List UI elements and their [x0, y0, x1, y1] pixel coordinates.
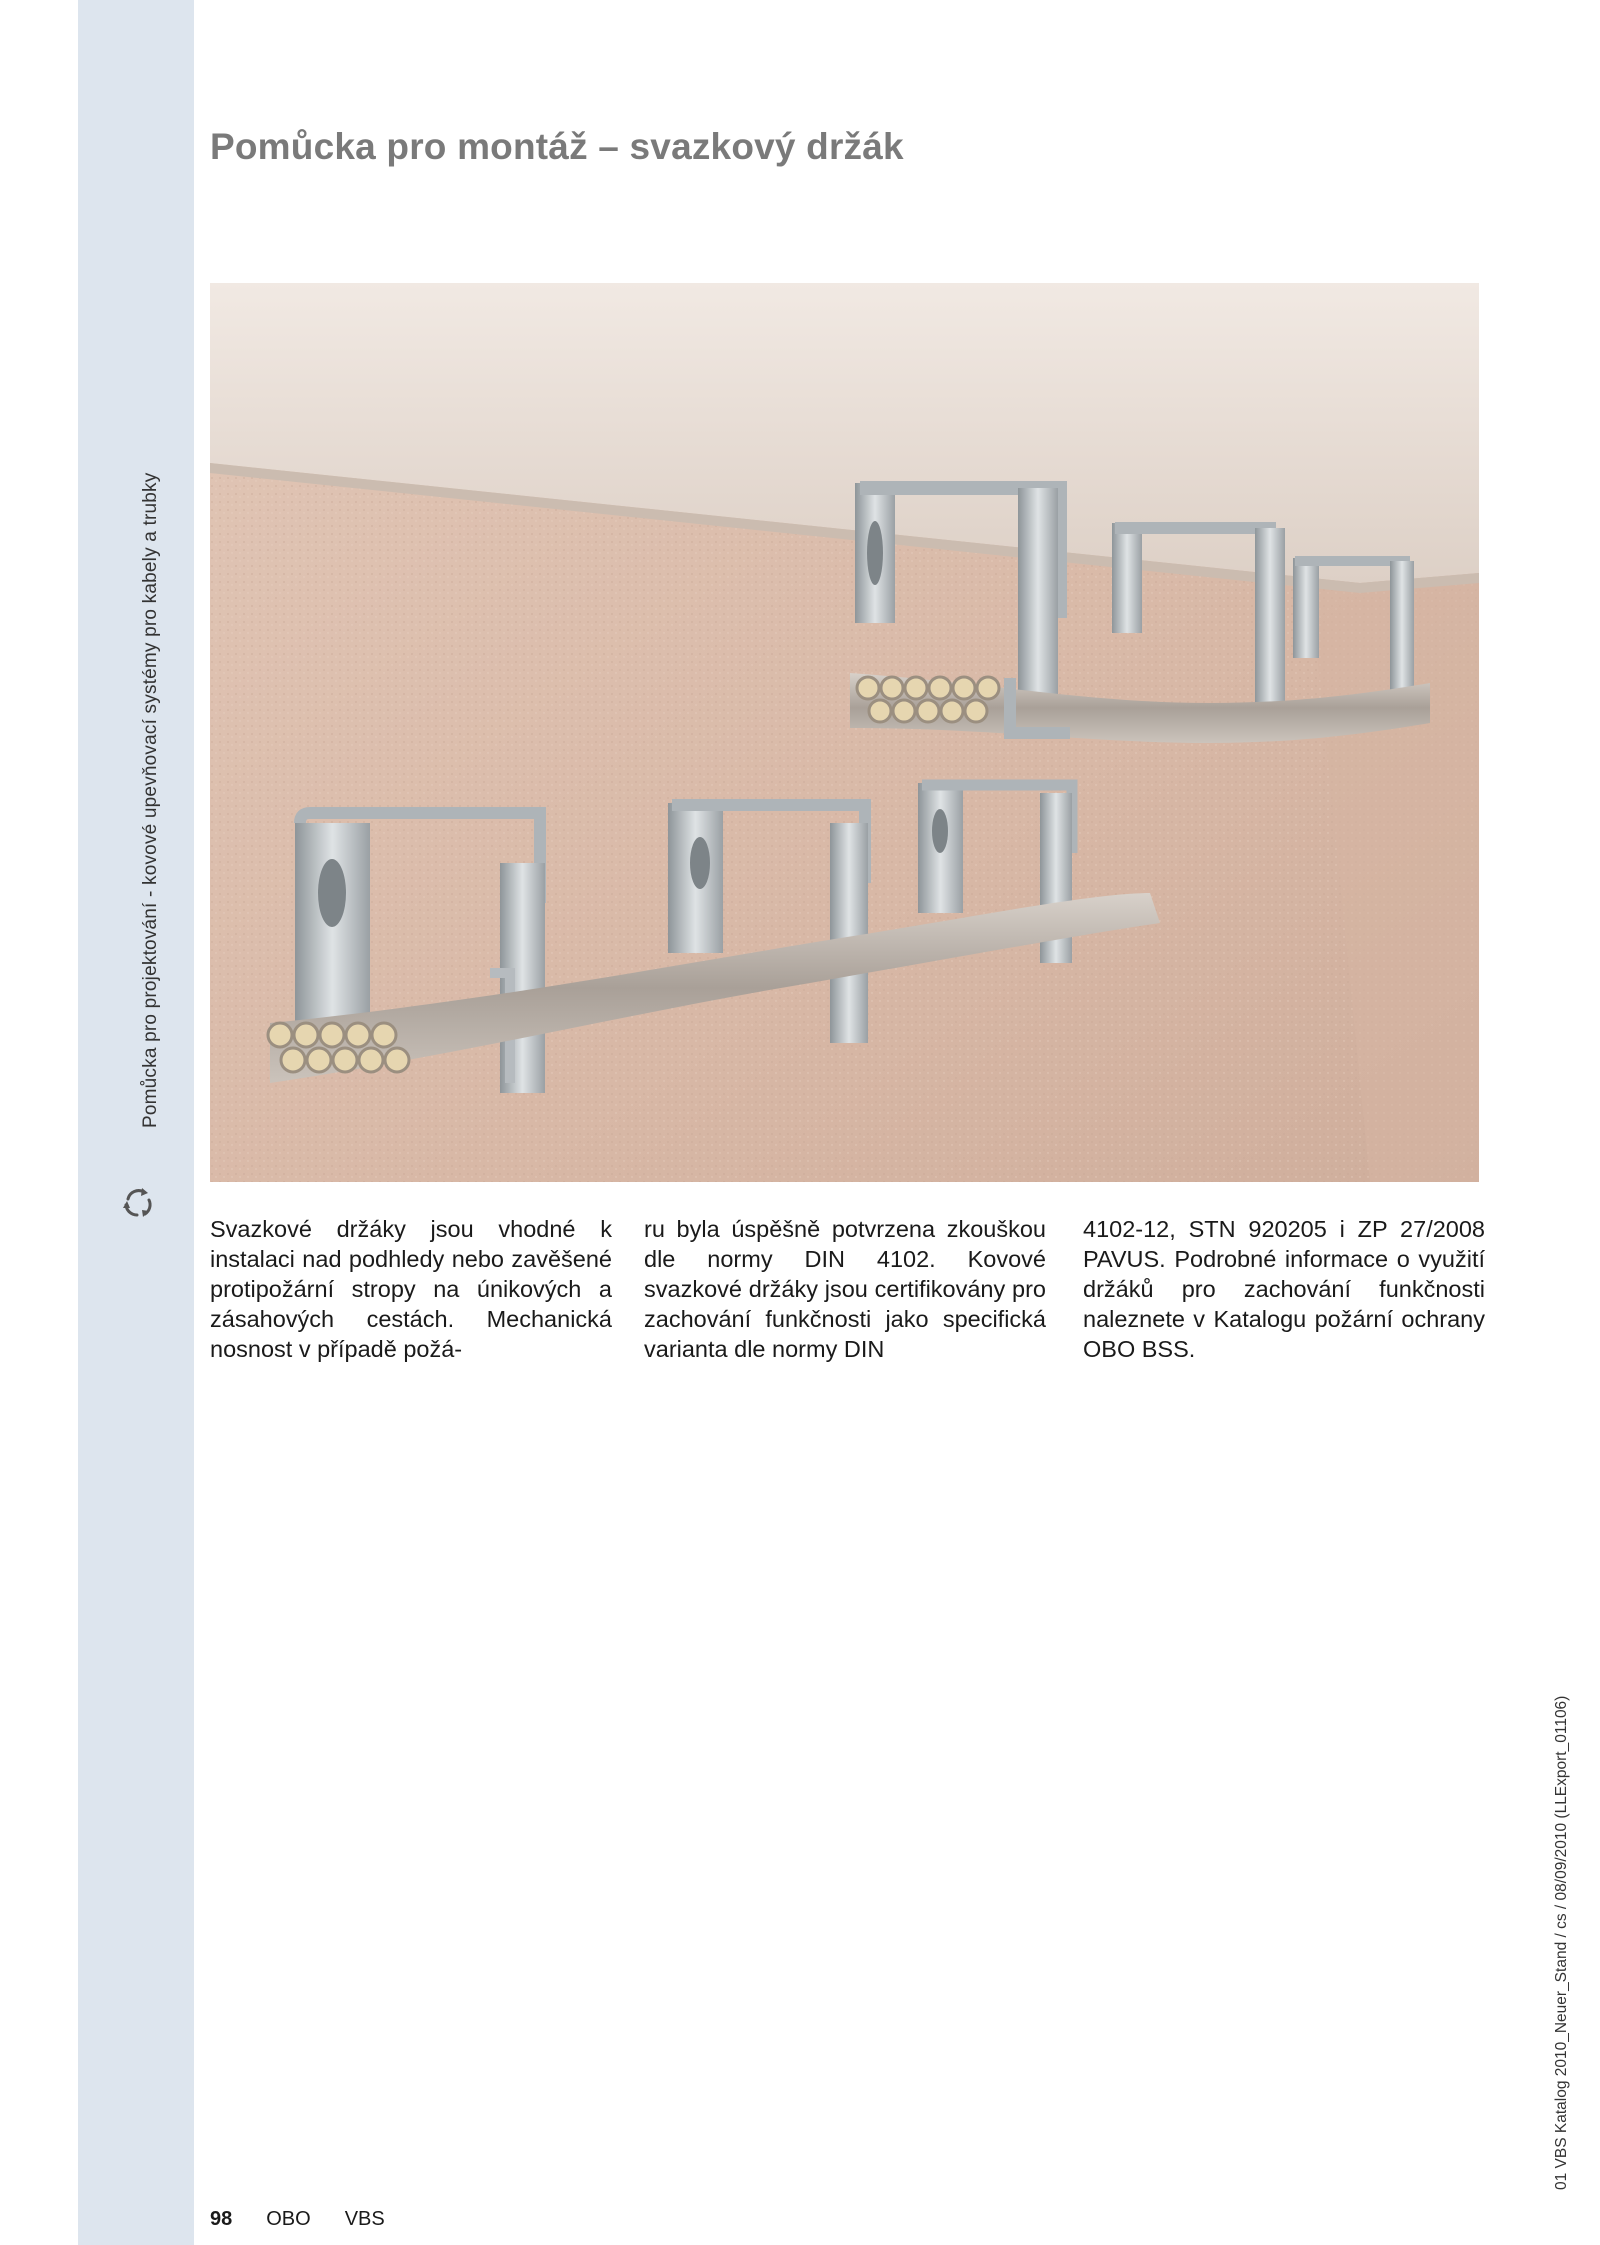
side-strip-band — [78, 0, 194, 2245]
side-label: Pomůcka pro projektování - kovové upevňovací systémy pro kabely a trubky — [140, 472, 161, 1128]
text-column-3: 4102-12, STN 920205 i ZP 27/2008 PAVUS. Podrobné informace o využití držáků pro zachování funkčnosti naleznete v Katalogu požární ochrany OBO BSS. — [1083, 1216, 1485, 1362]
footer-product: VBS — [344, 2208, 385, 2230]
page-number: 98 — [210, 2208, 233, 2230]
side-strip-margin — [0, 0, 78, 2245]
text-column-2: ru byla úspěšně potvrzena zkouškou dle normy DIN 4102. Kovové svazkové držáky jsou certifikovány pro zachování funkčnosti jako specifická varianta dle normy DIN — [644, 1216, 1046, 1362]
recycle-arrows-icon — [118, 1183, 158, 1223]
page-title: Pomůcka pro montáž – svazkový držák — [210, 126, 904, 167]
page-footer — [210, 2208, 419, 2231]
side-strip — [0, 0, 194, 2245]
text-column-1: Svazkové držáky jsou vhodné k instalaci nad podhledy nebo zavěšené protipožární stropy na únikových a zásahových cestách. Mechanická nosnost v případě požá- — [210, 1216, 612, 1362]
product-photo — [210, 283, 1479, 1182]
footer-brand: OBO — [266, 2208, 311, 2230]
export-meta-label: 01 VBS Katalog 2010_Neuer_Stand / cs / 08/09/2010 (LLExport_01106) — [1553, 1695, 1570, 2190]
